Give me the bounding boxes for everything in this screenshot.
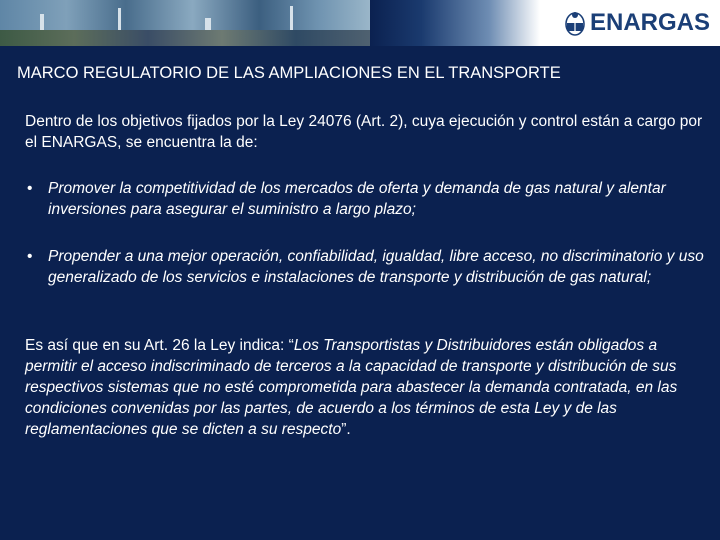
page-title: MARCO REGULATORIO DE LAS AMPLIACIONES EN EL TRANSPORTE [17, 64, 561, 82]
enargas-logo [564, 8, 710, 38]
bullet-text: Promover la competitividad de los mercados de oferta y demanda de gas natural y alentar inversiones para asegurar el suministro a largo plazo; [48, 180, 666, 218]
header-banner [0, 0, 720, 46]
header-photo-collage [0, 0, 370, 46]
closing-lead: Es así que en su Art. 26 la Ley indica: “ [25, 337, 294, 354]
law-quote: Los Transportistas y Distribuidores están obligados a permitir el acceso indiscriminado de terceros a la capacidad de transporte y distribución de sus respectivos sistemas que no esté comprometida para abastecer la demanda contratada, en las condiciones convenidas por las partes, de acuerdo a los términos de esta Ley y de las reglamentaciones que se dicten a su respecto [25, 337, 678, 438]
list-item [25, 178, 705, 220]
bullet-icon: • [27, 248, 33, 265]
photo-ground-strip [0, 30, 370, 46]
bullet-icon: • [27, 180, 33, 197]
closing-end: ”. [341, 421, 351, 438]
list-item [25, 246, 705, 288]
closing-paragraph [25, 335, 705, 440]
argentina-seal-icon [564, 9, 586, 37]
header-gradient [370, 0, 540, 46]
bullet-text: Propender a una mejor operación, confiabilidad, igualdad, libre acceso, no discriminatorio y uso generalizado de los servicios e instalaciones de transporte y distribución de gas natural; [48, 248, 704, 286]
logo-text: ENARGAS [589, 9, 710, 36]
intro-paragraph: Dentro de los objetivos fijados por la Ley 24076 (Art. 2), cuya ejecución y control están a cargo por el ENARGAS, se encuentra la de: [25, 113, 703, 151]
